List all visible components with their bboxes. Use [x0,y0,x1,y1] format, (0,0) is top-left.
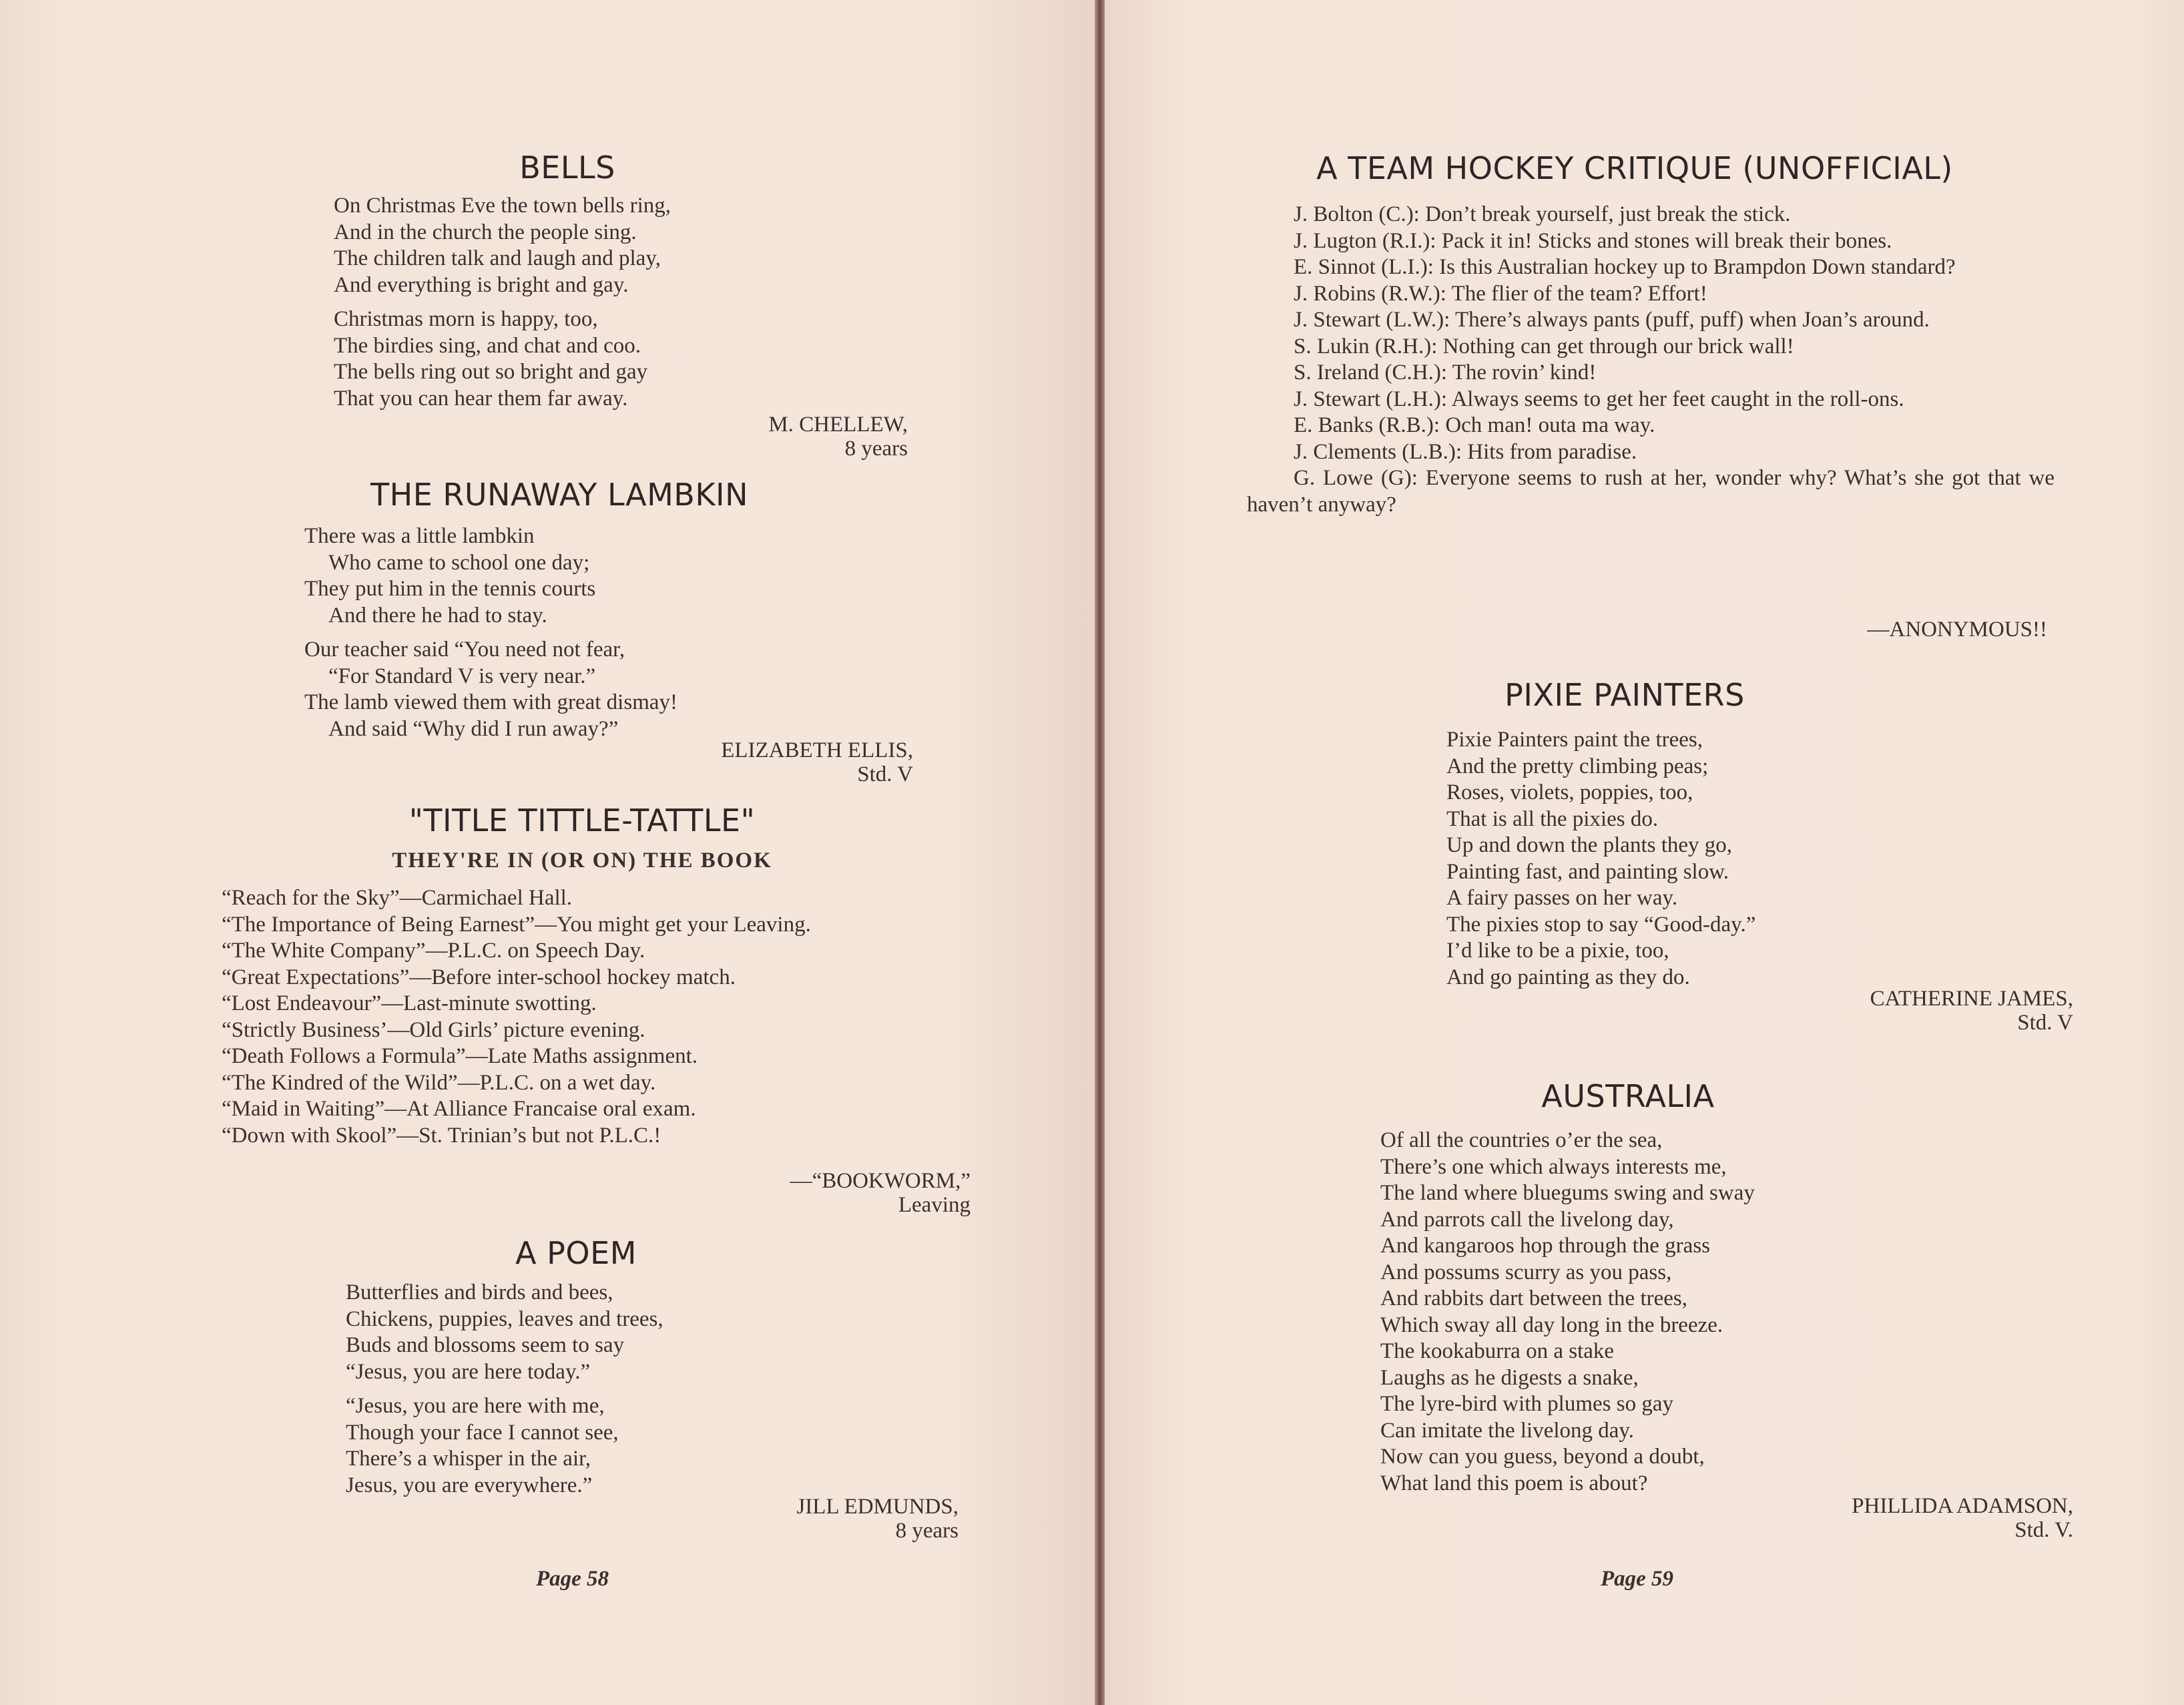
bells-title: BELLS [519,150,615,186]
poem-line: Of all the countries o’er the sea, [1380,1128,1663,1152]
poem-line: The bells ring out so bright and gay [334,360,648,384]
poem-line: The children talk and laugh and play, [334,246,661,270]
player-entry: G. Lowe (G): Everyone seems to rush at her, wonder why? What’s she got that we haven’t anyway? [1247,466,2055,517]
player-entry: J. Bolton (C.): Don’t break yourself, just break the stick. [1294,202,1791,226]
poem-line: The land where bluegums swing and sway [1380,1181,1755,1205]
player-entry: E. Sinnot (L.I.): Is this Australian hockey up to Brampdon Down standard? [1294,255,1956,279]
page-number-left: Page 58 [536,1567,609,1591]
tittle-title: "TITLE TITTLE-TATTLE" [408,802,756,838]
book-title-entry: “Death Follows a Formula”—Late Maths assignment. [222,1044,698,1068]
book-title-entry: “Down with Skool”—St. Trinian’s but not P.L.C.! [222,1123,661,1148]
poem-line: The lyre-bird with plumes so gay [1380,1392,1673,1416]
poem-line: They put him in the tennis courts [304,577,596,601]
poem-author [796,1495,959,1543]
poem-line: Buds and blossoms seem to say [346,1333,625,1357]
player-entry: J. Robins (R.W.): The flier of the team? Effort! [1294,281,1707,306]
tittle-list [175,885,976,1149]
book-title-entry: “Maid in Waiting”—At Alliance Francaise oral exam. [222,1097,696,1121]
poem-line: I’d like to be a pixie, too, [1446,939,1669,963]
poem-line: And kangaroos hop through the grass [1380,1234,1711,1258]
tittle-author [790,1169,971,1217]
poem-line: The pixies stop to say “Good-day.” [1446,912,1756,937]
poem-line: There’s one which always interests me, [1380,1154,1727,1179]
poem-line: And parrots call the livelong day, [1380,1207,1674,1232]
tittle-subtitle: THEY'RE IN (OR ON) THE BOOK [392,848,772,873]
poem-line: And go painting as they do. [1446,965,1690,989]
pixie-author-name: CATHERINE JAMES, [1870,987,2073,1011]
poem-line: Roses, violets, poppies, too, [1446,780,1693,804]
poem-line: “For Standard V is very near.” [328,664,596,688]
poem-line: And there he had to stay. [328,603,547,628]
player-entry: J. Stewart (L.H.): Always seems to get her feet caught in the roll-ons. [1294,387,1904,411]
poem-line: Laughs as he digests a snake, [1380,1365,1639,1390]
australia-poem [1380,1128,1755,1497]
hockey-list [1247,202,2055,518]
poem-line: Painting fast, and painting slow. [1446,859,1729,884]
poem-author-name: JILL EDMUNDS, [796,1495,959,1519]
player-entry: J. Clements (L.B.): Hits from paradise. [1294,439,1637,464]
right-page [1105,0,2184,1705]
bells-author [768,413,908,461]
poem-line: What land this poem is about? [1380,1471,1648,1495]
book-gutter [1095,0,1105,1705]
poem-line: A fairy passes on her way. [1446,886,1678,910]
poem-text [346,1280,663,1499]
lambkin-author [721,738,913,786]
lambkin-poem [304,523,677,742]
poem-line: Christmas morn is happy, too, [334,307,598,331]
poem-line: The kookaburra on a stake [1380,1339,1615,1363]
poem-line: Now can you guess, beyond a doubt, [1380,1445,1705,1469]
lambkin-author-detail: Std. V [857,762,913,786]
poem-line: “Jesus, you are here today.” [346,1359,591,1384]
poem-line: Pixie Painters paint the trees, [1446,728,1703,752]
poem-line: Jesus, you are everywhere.” [346,1473,593,1497]
book-title-entry: “Lost Endeavour”—Last-minute swotting. [222,991,597,1015]
player-entry: E. Banks (R.B.): Och man! outa ma way. [1294,413,1655,437]
page-number-right: Page 59 [1601,1567,1674,1591]
book-title-entry: “Great Expectations”—Before inter-school hockey match. [222,965,736,989]
pixie-author-detail: Std. V [2017,1011,2073,1035]
book-title-entry: “Reach for the Sky”—Carmichael Hall. [222,886,573,910]
book-title-entry: “The Kindred of the Wild”—P.L.C. on a wet day. [222,1070,656,1095]
poem-line: Can imitate the livelong day. [1380,1418,1635,1443]
pixie-poem [1446,727,1755,991]
lambkin-author-name: ELIZABETH ELLIS, [721,738,913,762]
poem-line: There was a little lambkin [304,524,535,548]
tittle-author-detail: Leaving [898,1193,971,1217]
poem-line: Our teacher said “You need not fear, [304,638,625,662]
poem-line: That is all the pixies do. [1446,806,1659,831]
australia-author-name: PHILLIDA ADAMSON, [1852,1494,2073,1518]
player-entry: J. Stewart (L.W.): There’s always pants (puff, puff) when Joan’s around. [1294,308,1930,332]
poem-line: Who came to school one day; [328,550,590,575]
book-title-entry: “The White Company”—P.L.C. on Speech Day. [222,939,645,963]
book-title-entry: “Strictly Business’—Old Girls’ picture evening. [222,1017,645,1042]
pixie-author [1870,987,2073,1035]
hockey-title: A TEAM HOCKEY CRITIQUE (UNOFFICIAL) [1316,150,1953,186]
player-entry: J. Lugton (R.I.): Pack it in! Sticks and stones will break their bones. [1294,228,1892,253]
bells-poem [334,193,671,412]
bells-author-detail: 8 years [844,437,908,461]
player-entry: S. Ireland (C.H.): The rovin’ kind! [1294,360,1597,385]
poem-line: And said “Why did I run away?” [328,716,619,741]
australia-author [1852,1494,2073,1542]
poem-line: Up and down the plants they go, [1446,833,1733,857]
hockey-author: —ANONYMOUS!! [1867,618,2047,642]
poem-line: “Jesus, you are here with me, [346,1394,605,1418]
poem-line: The birdies sing, and chat and coo. [334,333,641,358]
book-title-entry: “The Importance of Being Earnest”—You might get your Leaving. [222,912,811,937]
poem-author-detail: 8 years [895,1519,959,1543]
bells-author-name: M. CHELLEW, [768,413,908,437]
poem-line: Which sway all day long in the breeze. [1380,1312,1723,1337]
poem-line: That you can hear them far away. [334,386,628,411]
australia-title: AUSTRALIA [1541,1078,1715,1114]
poem-title: A POEM [515,1235,637,1271]
poem-line: Chickens, puppies, leaves and trees, [346,1306,663,1331]
tittle-author-name: —“BOOKWORM,” [790,1169,971,1193]
poem-line: And everything is bright and gay. [334,272,629,297]
lambkin-title: THE RUNAWAY LAMBKIN [370,477,748,513]
poem-line: And in the church the people sing. [334,220,637,244]
poem-line: And the pretty climbing peas; [1446,754,1709,778]
pixie-title: PIXIE PAINTERS [1505,677,1745,713]
poem-line: And possums scurry as you pass, [1380,1260,1672,1284]
poem-line: Though your face I cannot see, [346,1420,619,1445]
poem-line: And rabbits dart between the trees, [1380,1286,1688,1310]
poem-line: There’s a whisper in the air, [346,1447,591,1471]
poem-line: The lamb viewed them with great dismay! [304,690,678,714]
poem-line: Butterflies and birds and bees, [346,1280,613,1304]
poem-line: On Christmas Eve the town bells ring, [334,194,671,218]
australia-author-detail: Std. V. [2014,1518,2073,1542]
player-entry: S. Lukin (R.H.): Nothing can get through our brick wall! [1294,334,1794,358]
